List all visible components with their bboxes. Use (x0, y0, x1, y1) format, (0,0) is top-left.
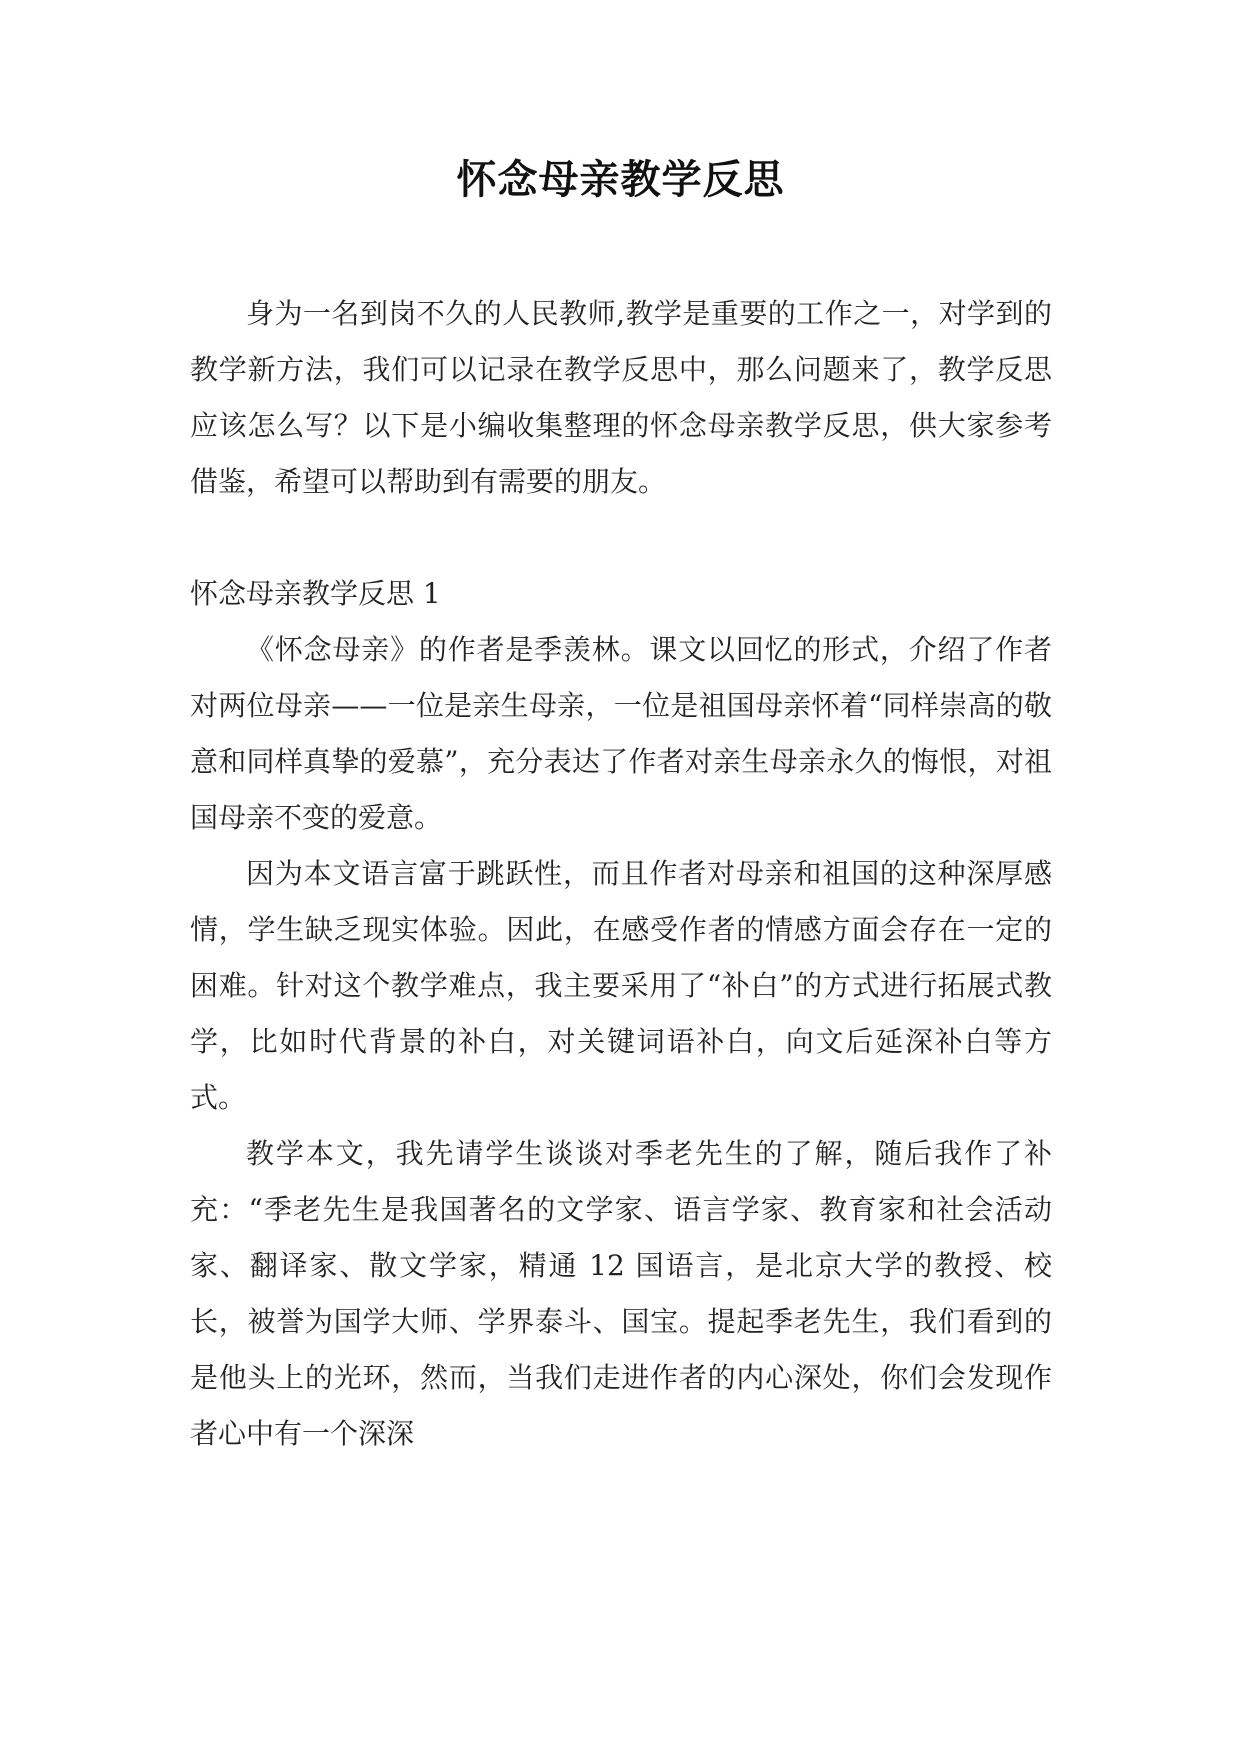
body-paragraph: 《怀念母亲》的作者是季羡林。课文以回忆的形式，介绍了作者对两位母亲——一位是亲生母亲，一位是祖国母亲怀着“同样崇高的敬意和同样真挚的爱慕”，充分表达了作者对亲生母亲永久的悔恨，对祖国母亲不变的爱意。 (190, 633, 1052, 834)
body-paragraph: 教学本文，我先请学生谈谈对季老先生的了解，随后我作了补充：“季老先生是我国著名的文学家、语言学家、教育家和社会活动家、翻译家、散文学家，精通 12 国语言，是北京大学的教授、校长，被誉为国学大师、学界泰斗、国宝。提起季老先生，我们看到的是他头上的光环，然而，当我们走进作者的内心深处，你们会发现作者心中有一个深深 (190, 1137, 1052, 1450)
spacer (190, 510, 1052, 566)
document-body (190, 286, 1052, 1462)
intro-paragraph: 身为一名到岗不久的人民教师,教学是重要的工作之一，对学到的教学新方法，我们可以记录在教学反思中，那么问题来了，教学反思应该怎么写？以下是小编收集整理的怀念母亲教学反思，供大家参考借鉴，希望可以帮助到有需要的朋友。 (190, 297, 1052, 498)
body-paragraph: 因为本文语言富于跳跃性，而且作者对母亲和祖国的这种深厚感情，学生缺乏现实体验。因此，在感受作者的情感方面会存在一定的困难。针对这个教学难点，我主要采用了“补白”的方式进行拓展式教学，比如时代背景的补白，对关键词语补白，向文后延深补白等方式。 (190, 857, 1052, 1114)
document-title: 怀念母亲教学反思 (456, 156, 785, 203)
section-heading: 怀念母亲教学反思 1 (190, 577, 441, 610)
